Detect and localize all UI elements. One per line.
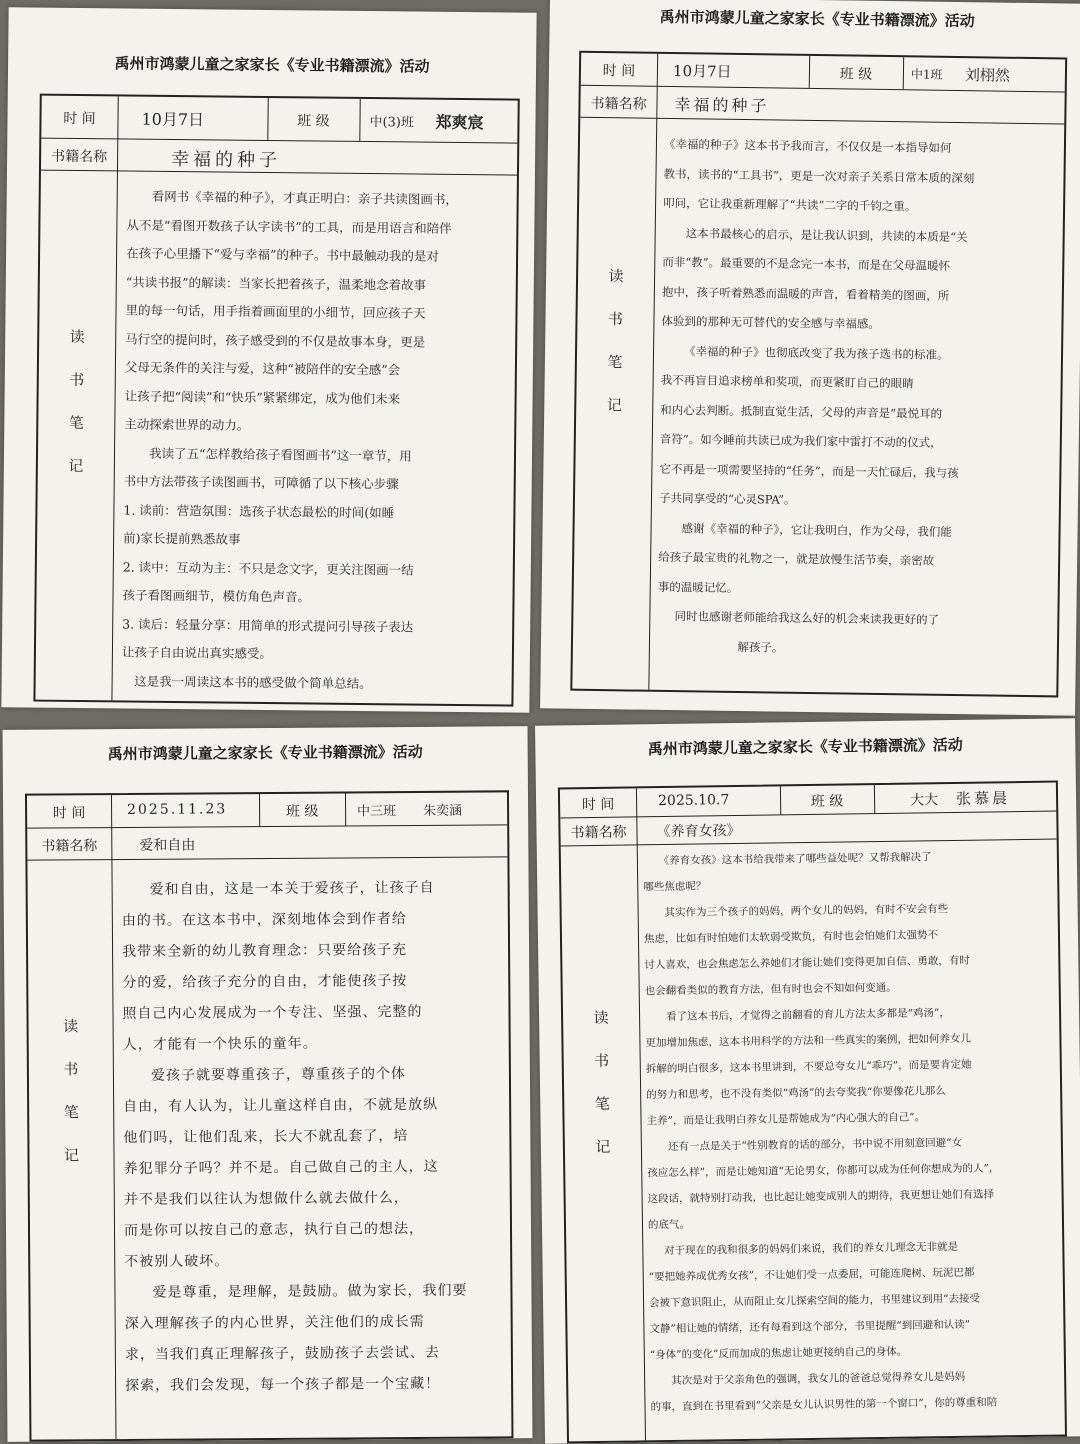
record-form bbox=[558, 781, 1067, 1444]
note-line: 1. 读前：营造氛围：选孩子状态最松的时间(如睡 bbox=[123, 501, 395, 520]
note-line: 更加增加焦虑，这本书用科学的方法和一些真实的案例，把如何养女儿 bbox=[645, 1032, 972, 1050]
book-title: 爱和自由 bbox=[139, 837, 196, 854]
note-line: 3. 读后：轻量分享：用简单的形式提问引导孩子表达 bbox=[122, 615, 414, 635]
note-line: 子共同享受的“心灵SPA”。 bbox=[658, 490, 796, 507]
date-value: 10月7日 bbox=[141, 109, 205, 130]
note-line: 不被别人破坏。 bbox=[124, 1253, 230, 1271]
note-line: 教书，读书的“工具书”，更是一次对亲子关系日常本质的深刻 bbox=[663, 166, 975, 185]
reading-notes-text bbox=[643, 843, 1063, 1421]
class-label: 班 级 bbox=[810, 793, 844, 810]
note-line: 的事，直到在书里看到“父亲是女儿认识男性的第一个窗口”，你的尊重和陪 bbox=[650, 1396, 998, 1414]
class-value: 中(3)班 bbox=[369, 115, 414, 131]
sheet-title: 禹州市鸿蒙儿童之家家长《专业书籍漂流》活动 bbox=[107, 742, 423, 764]
note-line: 我读了五“怎样教给孩子看图画书”这一章节，用 bbox=[148, 445, 412, 464]
note-line: 这是我一周读这本书的感受做个简单总结。 bbox=[134, 673, 372, 691]
note-line: 解孩子。 bbox=[737, 639, 784, 655]
note-line: 并不是我们以往认为想做什么就去做什么， bbox=[123, 1190, 409, 1209]
note-line: 看网书《幸福的种子》，才真正明白：亲子共读图画书， bbox=[151, 188, 459, 207]
note-line: 而非“教”。最重要的不是念完一本书，而是在父母温暖怀 bbox=[662, 254, 951, 273]
note-line: 让孩子自由说出真实感受。 bbox=[121, 644, 273, 662]
note-line: 求，当我们真正理解孩子，鼓励孩子去尝试、去 bbox=[124, 1344, 440, 1364]
note-line: 这段话，就特别打动我，也比起让她变成别人的期待，我更想让她们有选择 bbox=[647, 1188, 995, 1206]
date-value: 2025.11.23 bbox=[127, 801, 228, 818]
note-line: 《幸福的种子》这本书予我而言，不仅仅是一本指导如何 bbox=[663, 136, 952, 155]
note-line: 照自己内心发展成为一个专注、坚强、完整的 bbox=[122, 1003, 423, 1023]
notes-char: 笔 bbox=[63, 1103, 79, 1122]
note-line: 的努力和思考，也不没有类似“鸡汤”的去夸奖我“你要像花儿那么 bbox=[646, 1085, 946, 1102]
note-line: 焦虑，比如有时怕她们太软弱受欺负，有时也会怕她们太强势不 bbox=[643, 929, 939, 946]
reading-notes-label bbox=[576, 265, 654, 416]
note-line: 还有一点是关于“性别教育的话的部分，书中说不用刻意回避“女 bbox=[667, 1136, 963, 1153]
reading-notes-label bbox=[29, 1015, 114, 1166]
reading-note-sheet-4 bbox=[535, 718, 1080, 1443]
class-value: 中1班 bbox=[910, 67, 943, 82]
note-line: 主养”，而是让我明白养女儿是帮她成为“内心强大的自己”。 bbox=[646, 1111, 926, 1128]
note-line: 事的温暖记忆。 bbox=[657, 579, 739, 595]
note-line: 拆解的明白很多，这本书里讲到，不要总夸女儿“乖巧”，而是要肯定她 bbox=[645, 1058, 972, 1076]
note-line: “要把她养成优秀女孩”，不让她们受一点委屈，可能连爬树、玩泥巴都 bbox=[648, 1266, 975, 1284]
note-line: 由的书。在这本书中，深刻地体会到作者给 bbox=[121, 911, 407, 930]
time-label: 时 间 bbox=[581, 796, 615, 814]
notes-char: 笔 bbox=[594, 1094, 610, 1114]
note-line: 的底气。 bbox=[647, 1218, 691, 1232]
note-line: 《幸福的种子》也彻底改变了我为孩子选书的标准。 bbox=[683, 343, 949, 362]
note-line: 孩子看图画细节，模仿角色声音。 bbox=[122, 587, 311, 605]
reading-note-sheet-3 bbox=[3, 726, 533, 1442]
reading-note-sheet-1 bbox=[1, 7, 536, 712]
reading-notes-label bbox=[38, 326, 116, 477]
note-line: 给孩子最宝贵的礼物之一，就是放慢生活节奏，亲密故 bbox=[658, 549, 935, 568]
book-title: 《养育女孩》 bbox=[656, 822, 741, 841]
notes-char: 记 bbox=[63, 1146, 80, 1165]
book-label: 书籍名称 bbox=[590, 95, 647, 113]
note-line: 而是你可以按自己的意志，执行自己的想法， bbox=[123, 1220, 425, 1240]
note-line: 体验到的那种无可替代的安全感与幸福感。 bbox=[661, 313, 881, 331]
date-value: 10月7日 bbox=[672, 62, 732, 81]
note-line: 探索，我们会发现，每一个孩子都是一个宝藏！ bbox=[125, 1375, 441, 1395]
parent-name: 郑爽宸 bbox=[435, 112, 484, 133]
note-line: 其实作为三个孩子的妈妈，两个女儿的妈妈，有时不安会有些 bbox=[664, 903, 949, 920]
reading-note-sheet-2 bbox=[540, 0, 1080, 716]
note-line: 这本书最核心的启示，是让我认识到，共读的本质是“关 bbox=[685, 225, 968, 244]
note-line: 爱是尊重，是理解，是鼓励。做为家长，我们要 bbox=[152, 1282, 468, 1301]
note-line: 同时也感谢老师能给我这么好的机会来读我更好的了 bbox=[674, 609, 940, 627]
note-line: 感谢《幸福的种子》，它让我明白，作为父母，我们能 bbox=[681, 520, 952, 539]
time-label: 时 间 bbox=[63, 110, 96, 128]
note-line: 分的爱，给孩子充分的自由，才能使孩子按 bbox=[122, 973, 408, 992]
note-line: 我带来全新的幼儿教育理念：只要给孩子充 bbox=[122, 942, 408, 961]
note-line: 前)家长提前熟悉故事 bbox=[123, 530, 241, 547]
note-line: 它不再是一项需要坚持的“任务”，而是一天忙碌后，我与孩 bbox=[659, 461, 959, 480]
note-line: 深入理解孩子的内心世界，关注他们的成长需 bbox=[124, 1313, 425, 1333]
class-value: 中三班 bbox=[357, 804, 397, 820]
notes-char: 读 bbox=[608, 267, 624, 286]
note-line: “身体”的变化”反而加成的焦虑让她更接纳自己的身体。 bbox=[649, 1345, 908, 1362]
parent-name: 刘栩然 bbox=[964, 66, 1011, 85]
note-line: 抱中，孩子听着熟悉而温暖的声音，看着精美的图画，所 bbox=[661, 284, 950, 303]
note-line: 书中方法带孩子读图画书，可障循了以下核心步骤 bbox=[123, 473, 399, 492]
notes-char: 笔 bbox=[68, 413, 84, 433]
note-line: 也会翻看类似的教育方法，但有时也会不知如何变通。 bbox=[644, 981, 897, 998]
record-form bbox=[570, 51, 1067, 698]
note-line: “共读书报”的解读：当家长把着孩子，温柔地念着故事 bbox=[125, 273, 427, 293]
notes-char: 读 bbox=[63, 1017, 79, 1036]
note-line: 自由，有人认为，让儿童这样自由，不就是放纵 bbox=[123, 1096, 439, 1116]
note-line: 2. 读中：互动为主：不只是念文字，更关注图画一结 bbox=[122, 558, 414, 578]
time-label: 时 间 bbox=[52, 805, 86, 822]
sheet-title: 禹州市鸿蒙儿童之家家长《专业书籍漂流》活动 bbox=[659, 7, 975, 31]
note-line: 父母无条件的关注与爱，这种“被陪伴的安全感”会 bbox=[124, 359, 401, 378]
sheet-title: 禹州市鸿蒙儿童之家家长《专业书籍漂流》活动 bbox=[114, 54, 430, 76]
note-line: 讨人喜欢，也会焦虑怎么养她们才能让她们变得更加自信、勇敢，有时 bbox=[644, 954, 970, 972]
note-line: 孩应怎么样”，而是让她知道“无论男女，你都可以成为任何你想成为的人”， bbox=[647, 1162, 1000, 1180]
note-line: 他们吗，让他们乱来，长大不就乱套了，培 bbox=[123, 1128, 409, 1147]
reading-notes-text bbox=[122, 872, 506, 1402]
note-line: 我不再盲目追求榜单和奖项，而更紧盯自己的眼睛 bbox=[660, 372, 914, 391]
parent-name: 张慕晨 bbox=[955, 789, 1011, 808]
note-line: 让孩子把“阅读”和“快乐”紧紧绑定，成为他们未来 bbox=[124, 387, 401, 406]
note-line: 哪些焦虑呢？ bbox=[643, 880, 707, 894]
note-line: 马行空的提问时，孩子感受到的不仅是故事本身，更是 bbox=[125, 330, 426, 350]
reading-notes-label bbox=[563, 1006, 641, 1157]
note-line: 对于现在的我和很多的妈妈们来说，我们的养女儿理念无非就是 bbox=[664, 1240, 959, 1258]
parent-name: 朱奕涵 bbox=[423, 803, 463, 819]
record-form bbox=[25, 790, 514, 1441]
note-line: 从不是“看图开数孩子认字读书”的工具，而是用语言和陪伴 bbox=[126, 216, 452, 236]
note-line: 看了这本书后，才觉得之前翻看的育儿方法太多都是“鸡汤”， bbox=[666, 1007, 950, 1024]
date-value: 2025.10.7 bbox=[657, 792, 730, 810]
book-label: 书籍名称 bbox=[570, 824, 627, 842]
note-line: 里的每一句话，用手指着画面里的小细节，回应孩子天 bbox=[125, 302, 426, 321]
notes-char: 记 bbox=[606, 396, 622, 415]
note-line: 音符”。如今睡前共读已成为我们家中雷打不动的仪式， bbox=[659, 431, 942, 450]
book-title: 幸福的种子 bbox=[170, 148, 282, 172]
note-line: 文静”相让她的情绪，还有每看到这个部分，书里提醒“到回避和认读” bbox=[649, 1318, 971, 1336]
class-label: 班 级 bbox=[297, 113, 330, 130]
notes-char: 记 bbox=[68, 456, 84, 476]
notes-char: 书 bbox=[69, 370, 85, 390]
note-line: 人，才能有一个快乐的童年。 bbox=[122, 1035, 318, 1054]
note-line: 会被下意识阻止，从而阻止女儿探索空间的能力，书里建议到用“去接受 bbox=[649, 1292, 981, 1310]
notes-char: 书 bbox=[63, 1060, 79, 1079]
notes-char: 笔 bbox=[607, 353, 623, 372]
class-label: 班 级 bbox=[839, 66, 873, 83]
book-label: 书籍名称 bbox=[41, 838, 98, 855]
note-line: 爱孩子就要尊重孩子，尊重孩子的个体 bbox=[150, 1066, 406, 1084]
notes-char: 书 bbox=[607, 310, 624, 329]
class-label: 班 级 bbox=[285, 803, 319, 820]
notes-char: 记 bbox=[595, 1137, 611, 1157]
sheet-title: 禹州市鸿蒙儿童之家家长《专业书籍漂流》活动 bbox=[647, 735, 963, 759]
reading-notes-text bbox=[121, 183, 510, 700]
note-line: 主动探索世界的动力。 bbox=[124, 416, 250, 433]
note-line: 和内心去判断。抵制直觉生活，父母的声音是“最悦耳的 bbox=[660, 402, 943, 421]
time-label: 时 间 bbox=[602, 63, 636, 80]
note-line: 在孩子心里播下“爱与幸福”的种子。书中最触动我的是对 bbox=[126, 245, 439, 264]
note-line: 爱和自由，这是一本关于爱孩子，让孩子自 bbox=[149, 879, 435, 898]
notes-char: 书 bbox=[594, 1051, 610, 1071]
note-line: 其次是对于父亲角色的强调，我女儿的爸爸总觉得养女儿是妈妈 bbox=[671, 1370, 966, 1387]
book-title: 幸福的种子 bbox=[674, 95, 770, 116]
note-line: 《养育女孩》这本书给我带来了哪些益处呢？又帮我解决了 bbox=[658, 851, 932, 868]
class-value: 大大 bbox=[909, 792, 939, 809]
book-label: 书籍名称 bbox=[51, 148, 108, 166]
notes-char: 读 bbox=[593, 1008, 609, 1028]
notes-char: 读 bbox=[69, 327, 85, 347]
note-line: 叩问，它让我重新理解了“共读”二字的千钧之重。 bbox=[663, 195, 917, 214]
note-line: 养犯罪分子吗？并不是。自己做自己的主人，这 bbox=[123, 1158, 439, 1178]
reading-notes-text bbox=[657, 130, 1060, 666]
record-form bbox=[33, 94, 519, 707]
